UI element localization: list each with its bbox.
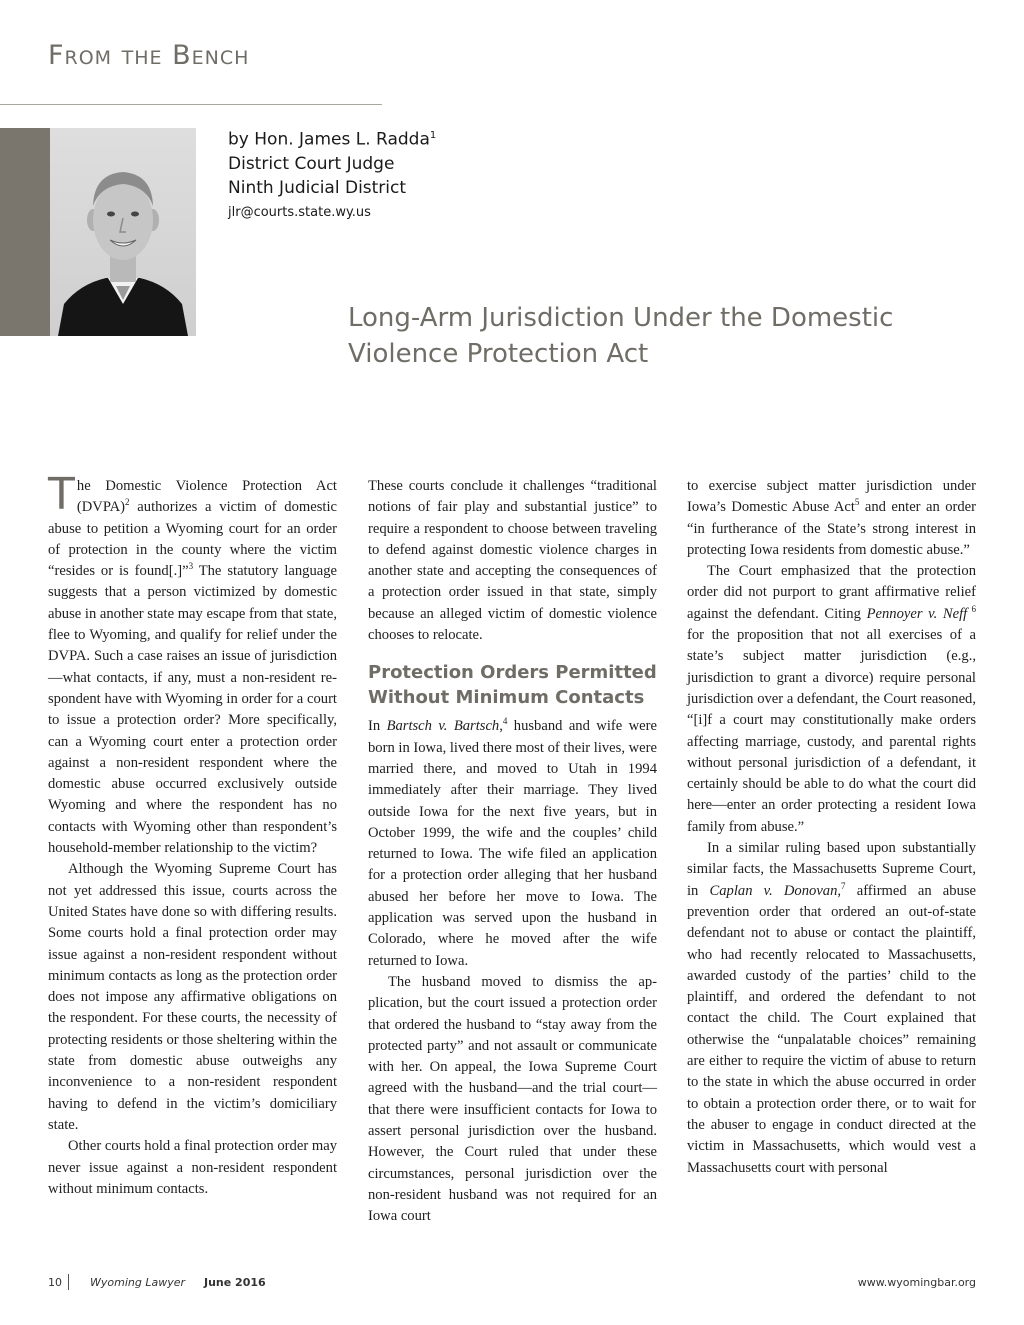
paragraph: The Court emphasized that the protection order did not purport to grant affirmative relief against the defendant. Citing Pennoyer v. Neff $^6$ for the proposition that not all exercises of a state’s subject matter jurisdiction (e.g., jurisdiction to grant a divorce) require personal jurisdiction over a defendant, the Court reasoned, “[i]f a court may constitutionally make orders affecting marriage, custody, and parental rights without personal jurisdiction of a defendant, it certainly should be able to do what the court did here—enter an order protecting a resident Iowa family from abuse.” [687, 563, 977, 835]
footnote-ref: 3 [188, 561, 194, 572]
article-title: Long-Arm Jurisdiction Under the Domestic Violence Protection Act [348, 303, 894, 369]
decorative-side-bar [0, 128, 50, 336]
article-column-3 [687, 476, 976, 1179]
paragraph: Although the Wyoming Supreme Court has not yet addressed this issue, courts across the United States have done so with differing results. Some courts hold a final protection order may issue against a non-resident respondent without minimum contacts as long as the protection order does not impose any affirmative obligations on the respondent. For these courts, the necessity of protecting residents or those sheltering within the state from domestic abuse outweighs any inconvenience to a non-resident respondent having to defend in the victim’s domiciliary state. [48, 861, 337, 1133]
case-citation: Bartsch v. Bartsch [386, 718, 500, 735]
paragraph: The husband moved to dismiss the application, but the court issued a protection order that ordered the husband to “stay away from the protected party” and not assault or communicate with her. On appeal, the Iowa Supreme Court agreed with the husband—and the trial court—that there were insufficient contacts for Iowa to assert personal jurisdiction over the husband. However, the Court ruled that under these circumstances, personal jurisdiction over the non-resident husband was not required for an Iowa court [368, 973, 657, 1225]
paragraph: to exercise subject matter jurisdiction under Iowa’s Domestic Abuse Act$^5$ and enter an order “in furtherance of the State’s strong interest in protecting Iowa residents from domestic abuse.” [687, 478, 976, 558]
publication-name: Wyoming Lawyer [90, 1276, 186, 1289]
masthead-divider [0, 104, 382, 105]
issue-date: June 2016 [204, 1276, 266, 1289]
masthead-title: From the Bench [48, 40, 250, 71]
page-footer [48, 1274, 976, 1294]
paragraph: The Domestic Violence Protection Act (DVPA)$^2$ authorizes a victim of domestic abuse to petition a Wyoming court for an order of protection in the county where the victim “resides or is found[.]”$^3$ The statutory language suggests that a person victimized by domestic abuse in another state may escape from that state, flee to Wyoming, and qualify for relief under the DVPA. Such a case raises an issue of jurisdiction—what contacts, if any, must a non-resident respondent have with Wyoming in order for a court to issue a protection order? More specifically, can a Wyoming court enter a protection order against a non-resident respondent where the domestic abuse occurred exclusively outside Wyoming and where the respondent has no contacts with Wyoming other than respondent’s household-member relationship to the victim? [48, 469, 337, 857]
case-citation: Caplan v. Donovan, [709, 882, 842, 899]
paragraph: These courts conclude it challenges “traditional notions of fair play and substantial justice” to require a respondent to choose between traveling to defend against domestic violence charges in another state and accepting the consequences of a protection order issued in that state, simply because an alleged victim of domestic violence chooses to relocate. [368, 478, 657, 644]
case-citation: Pennoyer v. Neff [866, 605, 968, 622]
footnote-ref: 7 [841, 880, 846, 891]
article-column-2 [368, 476, 657, 1228]
footnote-ref: 5 [854, 497, 860, 508]
author-district: Ninth Judicial District [228, 177, 407, 198]
author-name: by Hon. James L. Radda$^1$ [228, 129, 437, 150]
footnote-ref: 2 [125, 497, 130, 508]
paragraph: In Bartsch v. Bartsch,$^4$ husband and wife were born in Iowa, lived there most of their lives, were married there, and moved to Utah in 1994 immediately after their marriage. They lived outside Iowa for the next five years, but in October 1999, the wife and the couples’ child returned to Iowa. The wife filed an application for a protection order alleging that her husband abused her before her move to Iowa. The application was served upon the husband in Colorado, where he moved after the wife returned to Iowa. [368, 716, 657, 969]
footnote-ref: 4 [502, 716, 508, 727]
author-footnote-ref: 1 [429, 130, 437, 141]
author-byline [228, 124, 436, 200]
author-photo [50, 128, 196, 336]
author-position: District Court Judge [228, 153, 395, 174]
drop-cap: T [48, 469, 75, 520]
page-number: 10 [48, 1276, 62, 1289]
paragraph: Other courts hold a final protection order may never issue against a non-resident respondent without minimum contacts. [48, 1138, 337, 1197]
footer-divider [68, 1274, 69, 1290]
article-column-1 [48, 469, 337, 1200]
author-email: jlr@courts.state.wy.us [228, 205, 371, 220]
website-link[interactable]: www.wyomingbar.org [857, 1276, 976, 1289]
footnote-ref: 6 [967, 603, 977, 614]
paragraph: In a similar ruling based upon substantially similar facts, the Massachusetts Supreme Court, in Caplan v. Donovan,$^7$ affirmed an abuse prevention order that ordered an out-of-state defendant not to abuse or contact the plaintiff, who had recently relocated to Massachusetts, awarded custody of the parties’ child to the plaintiff, and ordered the defendant to not contact the child. The Court explained that otherwise the “unpalatable choices” remaining are either to require the victim of abuse to return to the state in which the abuse occurred in order to obtain a protection order there, or to wait for the abuser to engage in conduct directed at the victim in Massachusetts, which would vest a Massachusetts court with personal [687, 840, 977, 1176]
section-subheading: Protection Orders Permitted Without Minimum Contacts [368, 662, 657, 709]
